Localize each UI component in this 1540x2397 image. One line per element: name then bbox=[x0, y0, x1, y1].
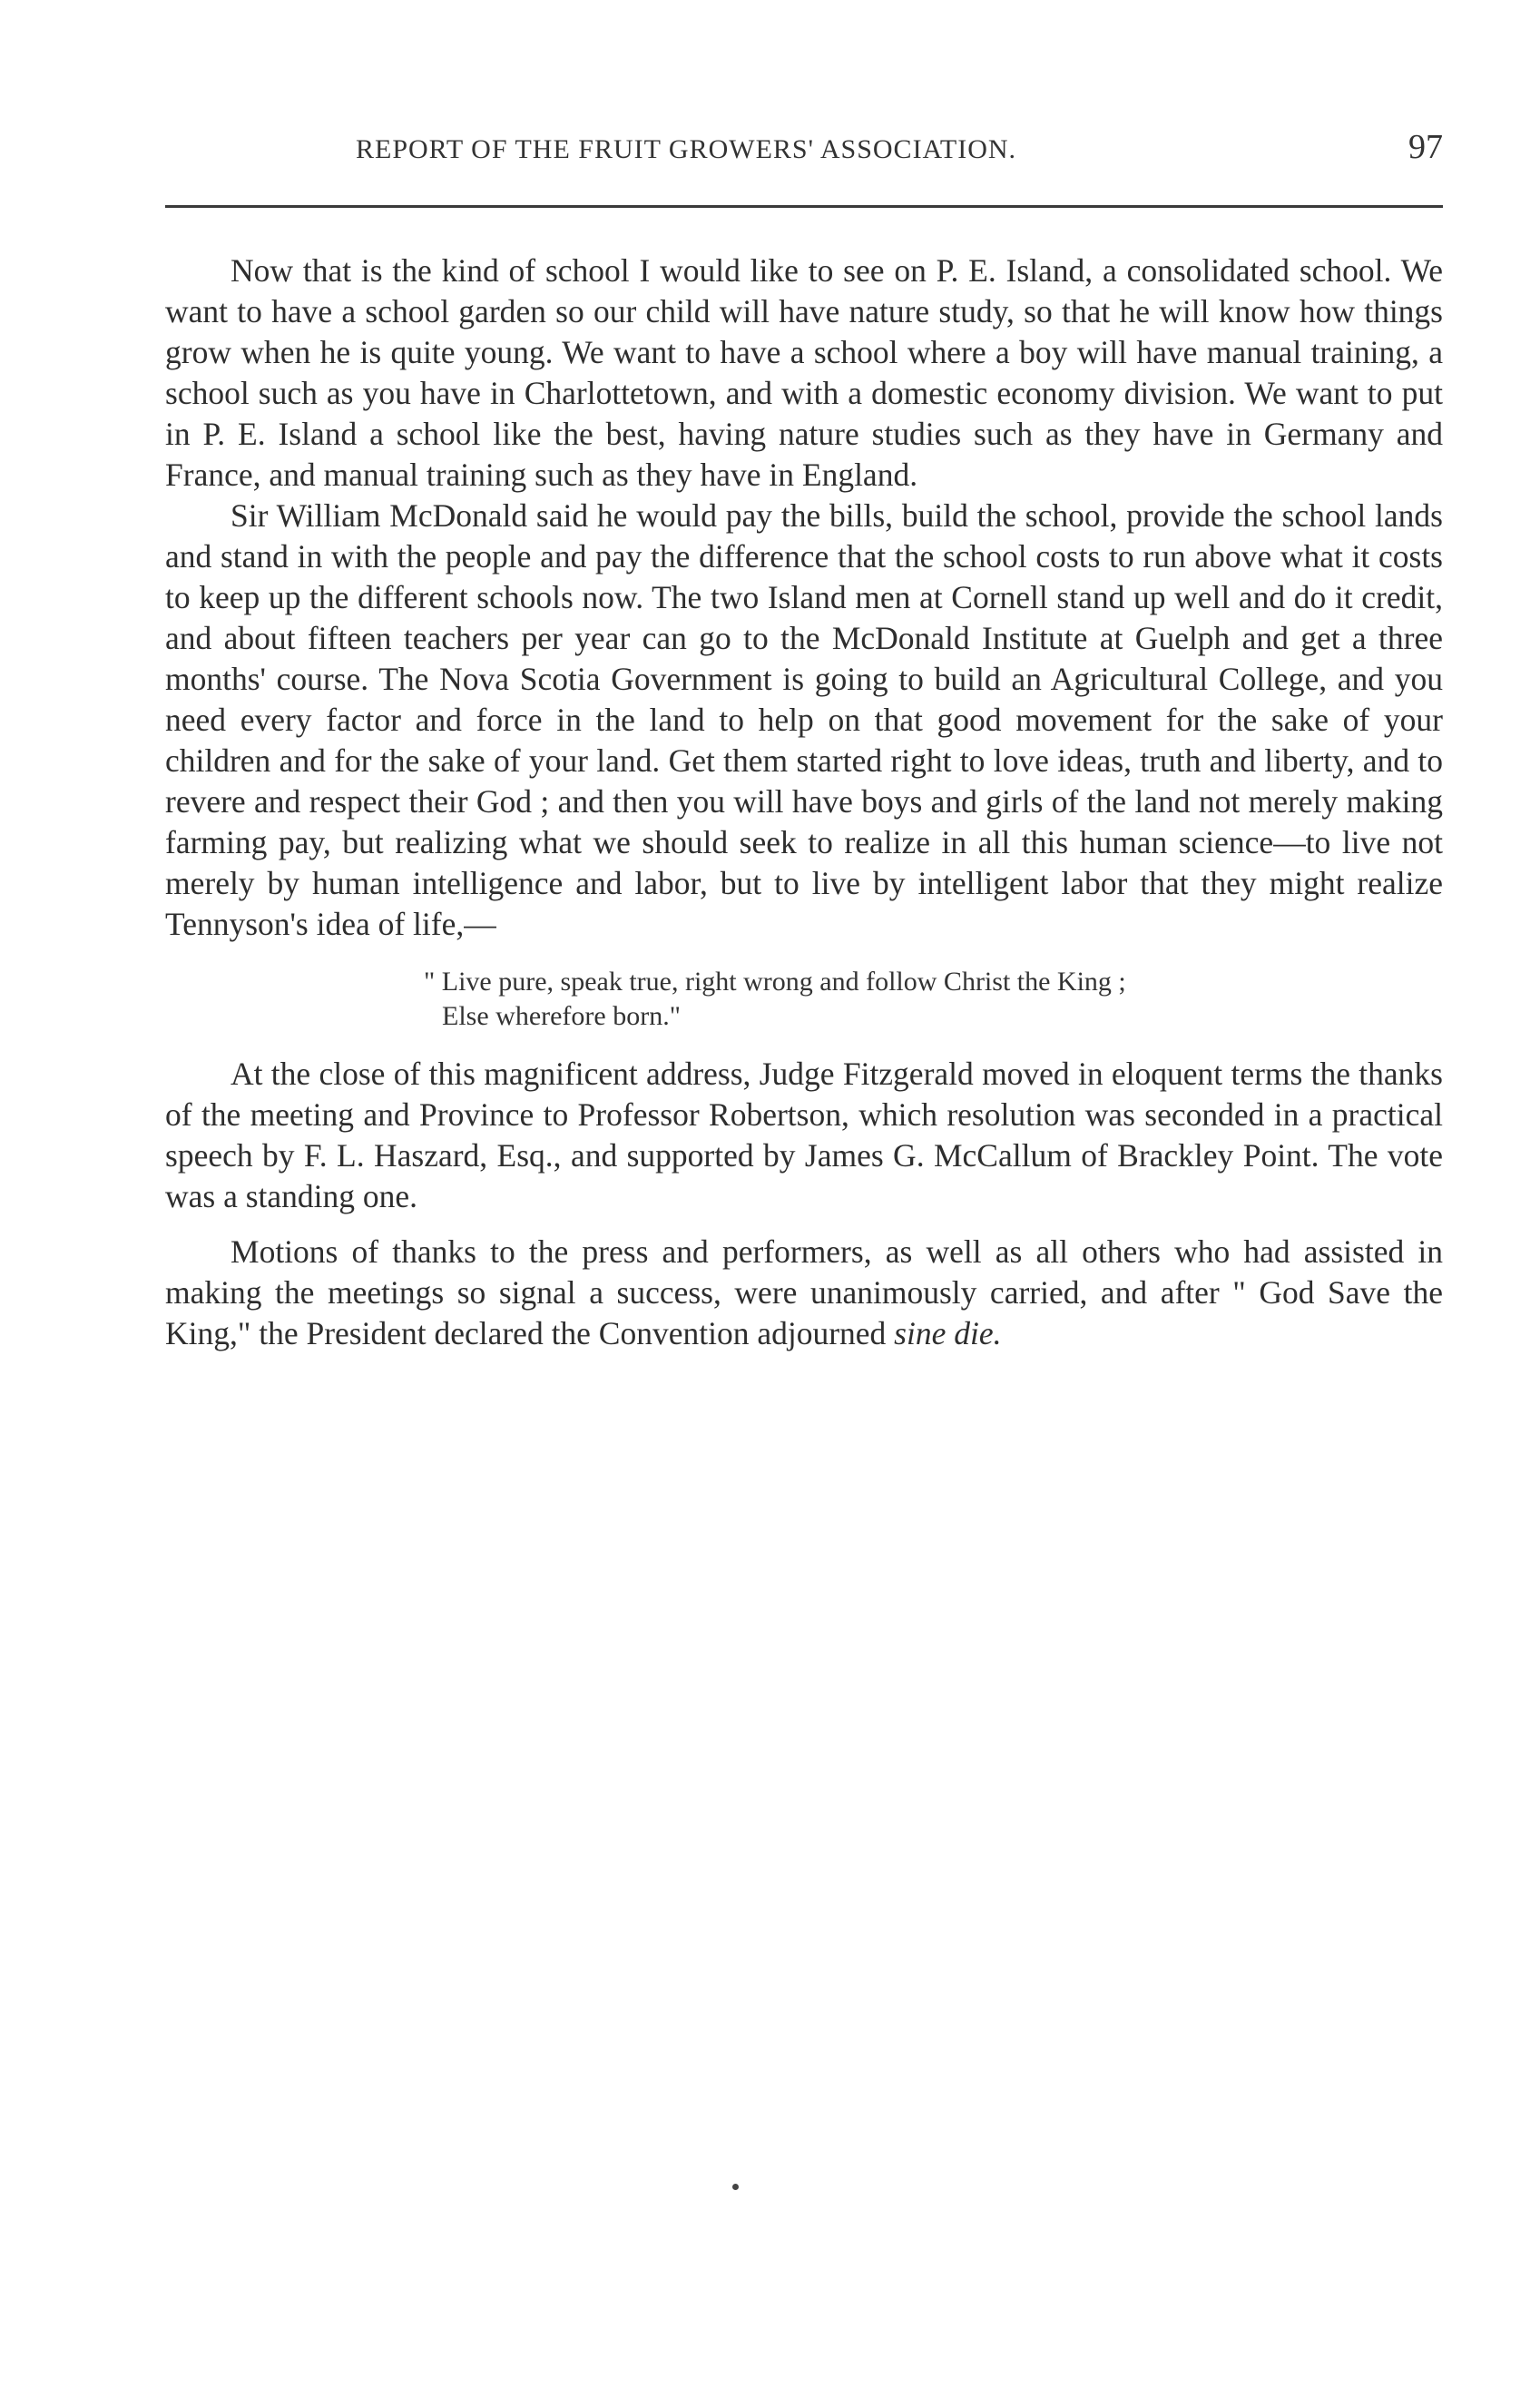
paragraph-consolidated-school bbox=[165, 251, 1443, 496]
paragraph-text: Now that is the kind of school I would like to see on P. E. Island, a consolidated school. We want to have a school garden so our child will have nature study, so that he will know how things grow when he is quite young. We want to have a school where a boy will have manual training, a school such as you have in Charlottetown, and with a domestic economy division. We want to put in P. E. Island a school like the best, having nature studies such as they have in Germany and France, and manual training such as they have in England. bbox=[165, 252, 1443, 493]
paragraph-close-of-address bbox=[165, 1054, 1443, 1217]
paragraph-text: Sir William McDonald said he would pay the bills, build the school, provide the school lands and stand in with the people and pay the difference that the school costs to run above what it costs to keep up the different schools now. The two Island men at Cornell stand up well and do it credit, and about fifteen teachers per year can go to the McDonald Institute at Guelph and get a three months' course. The Nova Scotia Government is going to build an Agricultural College, and you need every factor and force in the land to help on that good movement for the sake of your children and for the sake of your land. Get them started right to love ideas, truth and liberty, and to revere and respect their God ; and then you will have boys and girls of the land not merely making farming pay, but realizing what we should seek to realize in all this human science—to live not merely by human intelligence and labor, but to live by intelligent labor that they might realize Tennyson's idea of life,— bbox=[165, 497, 1443, 942]
header-rule bbox=[165, 205, 1443, 208]
page-number: 97 bbox=[1408, 128, 1443, 166]
verse-line: Else wherefore born." bbox=[442, 1001, 681, 1031]
paragraph-motions-of-thanks bbox=[165, 1232, 1443, 1354]
paragraph-text: Motions of thanks to the press and performers, as well as all others who had assisted in making the meetings so signal a success, were unanimously carried, and after " God Save the King," the President declared the Convention adjourned bbox=[165, 1233, 1443, 1351]
footer-mark bbox=[732, 2184, 739, 2190]
paragraph-text: At the close of this magnificent address, Judge Fitzgerald moved in eloquent terms the thanks of the meeting and Province to Professor Robertson, which resolution was seconded in a practical speech by F. L. Haszard, Esq., and supported by James G. McCallum of Brackley Point. The vote was a standing one. bbox=[165, 1056, 1443, 1214]
sine-die-italic: sine die. bbox=[894, 1315, 1002, 1351]
paragraph-mcdonald bbox=[165, 496, 1443, 945]
verse-quote bbox=[165, 965, 1443, 1034]
running-head: REPORT OF THE FRUIT GROWERS' ASSOCIATION. bbox=[356, 134, 1017, 164]
body-text bbox=[165, 251, 1443, 1354]
verse-line: " Live pure, speak true, right wrong and follow Christ the King ; bbox=[424, 967, 1126, 997]
page-header bbox=[165, 128, 1443, 176]
